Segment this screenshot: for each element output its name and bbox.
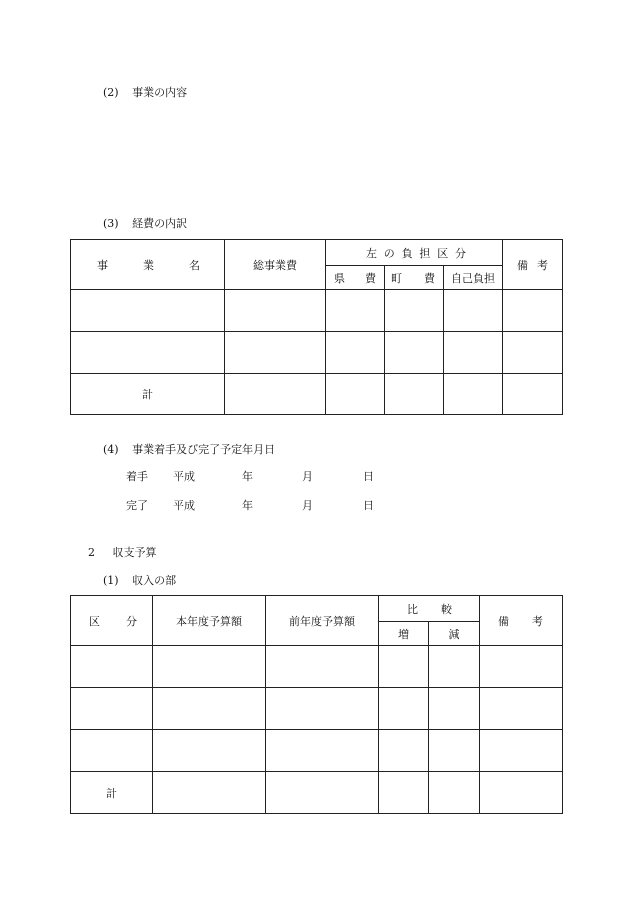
start-era: 平成 <box>173 470 195 483</box>
budget-title: 収支予算 <box>112 546 157 559</box>
start-year: 年 <box>242 470 253 483</box>
complete-day: 日 <box>363 499 374 512</box>
total-row <box>71 374 563 415</box>
section-4-heading <box>103 444 275 455</box>
table-row <box>71 646 563 688</box>
header-project-name: 事 業 名 <box>71 240 225 290</box>
section-2-title: 事業の内容 <box>132 86 188 99</box>
header-decrease: 減 <box>429 622 480 646</box>
header-remarks: 備 考 <box>503 240 563 290</box>
section-3-number: (3) <box>103 217 119 230</box>
section-4-title: 事業着手及び完了予定年月日 <box>132 443 276 456</box>
section-2-heading <box>103 87 187 98</box>
expense-breakdown-table <box>70 239 563 415</box>
section-3-title: 経費の内訳 <box>132 217 188 230</box>
income-heading <box>103 575 176 586</box>
complete-label: 完了 <box>126 499 148 512</box>
header-town-cost: 町 費 <box>385 266 444 290</box>
total-label: 計 <box>71 374 225 415</box>
budget-heading <box>88 547 157 558</box>
header-current-budget: 本年度予算額 <box>153 596 266 646</box>
section-2-number: (2) <box>103 86 119 99</box>
start-label: 着手 <box>126 470 148 483</box>
header-cost-share: 左 の 負 担 区 分 <box>326 240 503 266</box>
section-4-number: (4) <box>103 443 119 456</box>
start-day: 日 <box>363 470 374 483</box>
header-previous-budget: 前年度予算額 <box>266 596 379 646</box>
start-month: 月 <box>302 470 313 483</box>
table-row <box>71 290 563 332</box>
total-row <box>71 772 563 814</box>
income-total-label: 計 <box>71 772 153 814</box>
budget-number: 2 <box>88 546 95 559</box>
table-row <box>71 332 563 374</box>
table-row <box>71 688 563 730</box>
header-comparison: 比 較 <box>379 596 480 622</box>
header-self-burden: 自己負担 <box>444 266 503 290</box>
table-row <box>71 730 563 772</box>
header-prefecture-cost: 県 費 <box>326 266 385 290</box>
header-increase: 増 <box>379 622 429 646</box>
section-3-heading <box>103 218 187 229</box>
header-income-remarks: 備 考 <box>480 596 563 646</box>
header-total-cost: 総事業費 <box>225 240 326 290</box>
income-number: (1) <box>103 574 119 587</box>
income-title: 収入の部 <box>132 574 177 587</box>
income-table <box>70 595 563 814</box>
complete-era: 平成 <box>173 499 195 512</box>
header-category: 区 分 <box>71 596 153 646</box>
complete-month: 月 <box>302 499 313 512</box>
complete-year: 年 <box>242 499 253 512</box>
